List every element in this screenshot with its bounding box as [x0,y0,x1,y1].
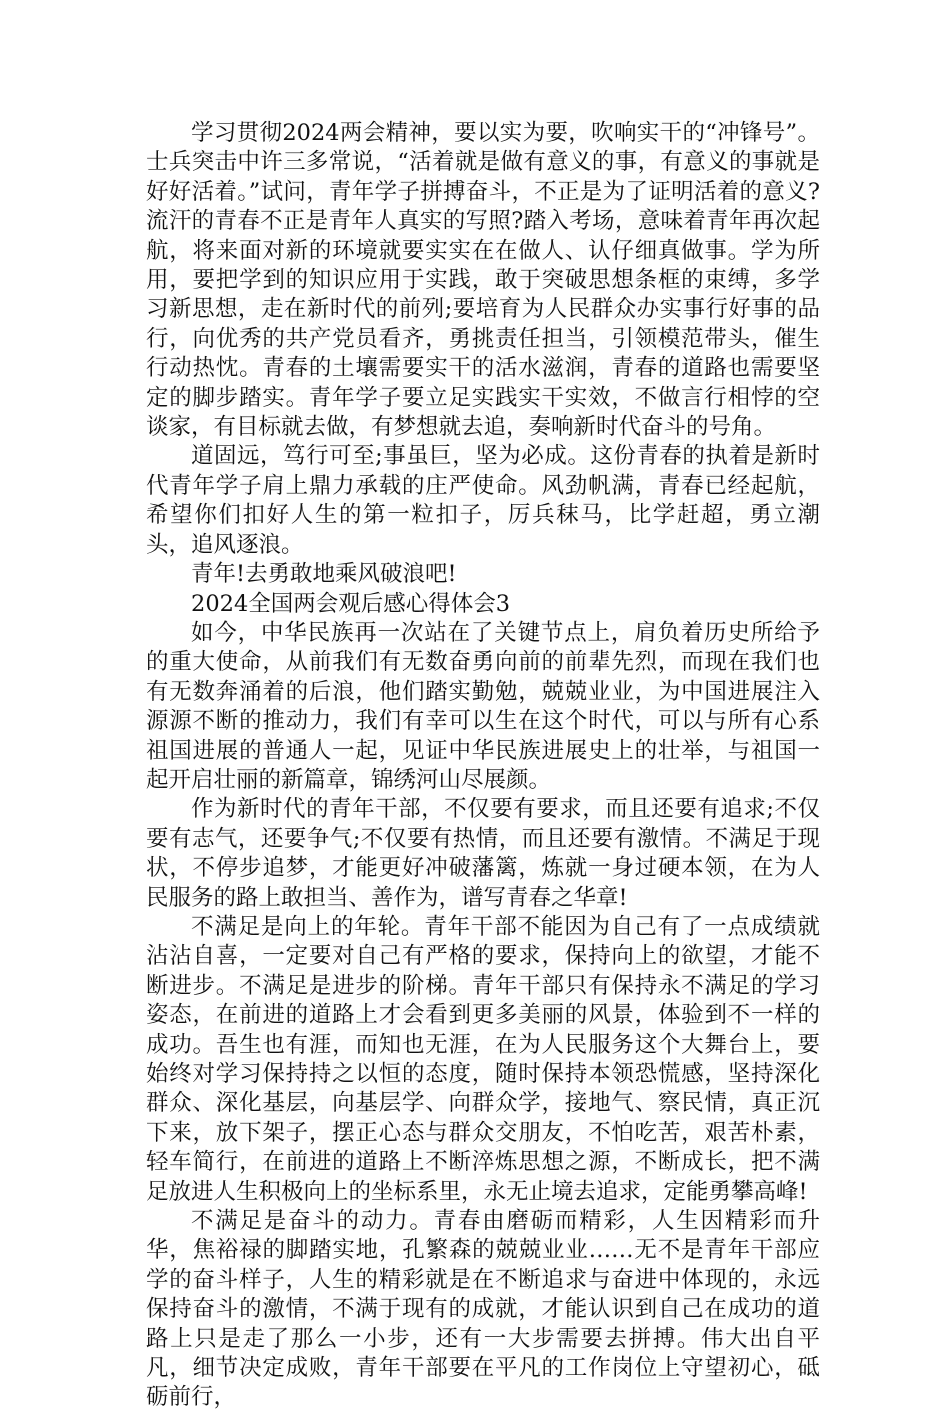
section-title: 2024全国两会观后感心得体会3 [191,590,511,617]
paragraph-practice: 学习贯彻2024两会精神，要以实为要，吹响实干的“冲锋号”。士兵突击中许三多常说，“活着就是做有意义的事，有意义的事就是好好活着。”试问，青年学子拼搏奋斗，不正是为了证明活着的意义?流汗的青春不正是青年人真实的写照?踏入考场，意味着青年再次起航，将来面对新的环境就要实实在在做人、认仔细真做事。学为所用，要把学到的知识应用于实践，敢于突破思想条框的束缚，多学习新思想，走在新时代的前列;要培育为人民群众办实事行好事的品行，向优秀的共产党员看齐，勇挑责任担当，引领模范带头，催生行动热忱。青春的土壤需要实干的活水滋润，青春的道路也需要坚定的脚步踏实。青年学子要立足实践实干实效，不做言行相悖的空谈家，有目标就去做，有梦想就去追，奏响新时代奋斗的号角。 [146,120,820,441]
exclamation-line: 青年!去勇敢地乘风破浪吧! [191,561,457,588]
document-body [146,119,820,1413]
paragraph-growth-rings: 不满足是向上的年轮。青年干部不能因为自己有了一点成绩就沾沾自喜，一定要对自己有严格的要求，保持向上的欲望，才能不断进步。不满足是进步的阶梯。青年干部只有保持永不满足的学习姿态，在前进的道路上才会看到更多美丽的风景，体验到不一样的成功。吾生也有涯，而知也无涯，在为人民服务这个大舞台上，要始终对学习保持持之以恒的态度，随时保持本领恐慌感，坚持深化群众、深化基层，向基层学、向群众学，接地气、察民情，真正沉下来，放下架子，摆正心态与群众交朋友，不怕吃苦，艰苦朴素，轻车简行，在前进的道路上不断淬炼思想之源，不断成长，把不满足放进人生积极向上的坐标系里，永无止境去追求，定能勇攀高峰! [146,913,820,1205]
paragraph-young-cadres: 作为新时代的青年干部，不仅要有要求，而且还要有追求;不仅要有志气，还要争气;不仅要有热情，而且还要有激情。不满足于现状，不停步追梦，才能更好冲破藩篱，炼就一身过硬本领，在为人民服务的路上敢担当、善作为，谱写青春之华章! [146,796,820,911]
paragraph-motivation: 不满足是奋斗的动力。青春由磨砺而精彩，人生因精彩而升华，焦裕禄的脚踏实地，孔繁森的兢兢业业……无不是青年干部应学的奋斗样子，人生的精彩就是在不断追求与奋进中体现的，永远保持奋斗的激情，不满于现有的成就，才能认识到自己在成功的道路上只是走了那么一小步，还有一大步需要去拼搏。伟大出自平凡，细节决定成败，青年干部要在平凡的工作岗位上守望初心，砥砺前行， [146,1208,820,1411]
paragraph-mission: 道固远，笃行可至;事虽巨，坚为必成。这份青春的执着是新时代青年学子肩上鼎力承载的庄严使命。风劲帆满，青春已经起航，希望你们扣好人生的第一粒扣子，厉兵秣马，比学赶超，勇立潮头，追风逐浪。 [146,443,820,558]
paragraph-nation: 如今，中华民族再一次站在了关键节点上，肩负着历史所给予的重大使命，从前我们有无数奋勇向前的前辈先烈，而现在我们也有无数奔涌着的后浪，他们踏实勤勉，兢兢业业，为中国进展注入源源不断的推动力，我们有幸可以生在这个时代，可以与所有心系祖国进展的普通人一起，见证中华民族进展史上的壮举，与祖国一起开启壮丽的新篇章，锦绣河山尽展颜。 [146,619,820,793]
